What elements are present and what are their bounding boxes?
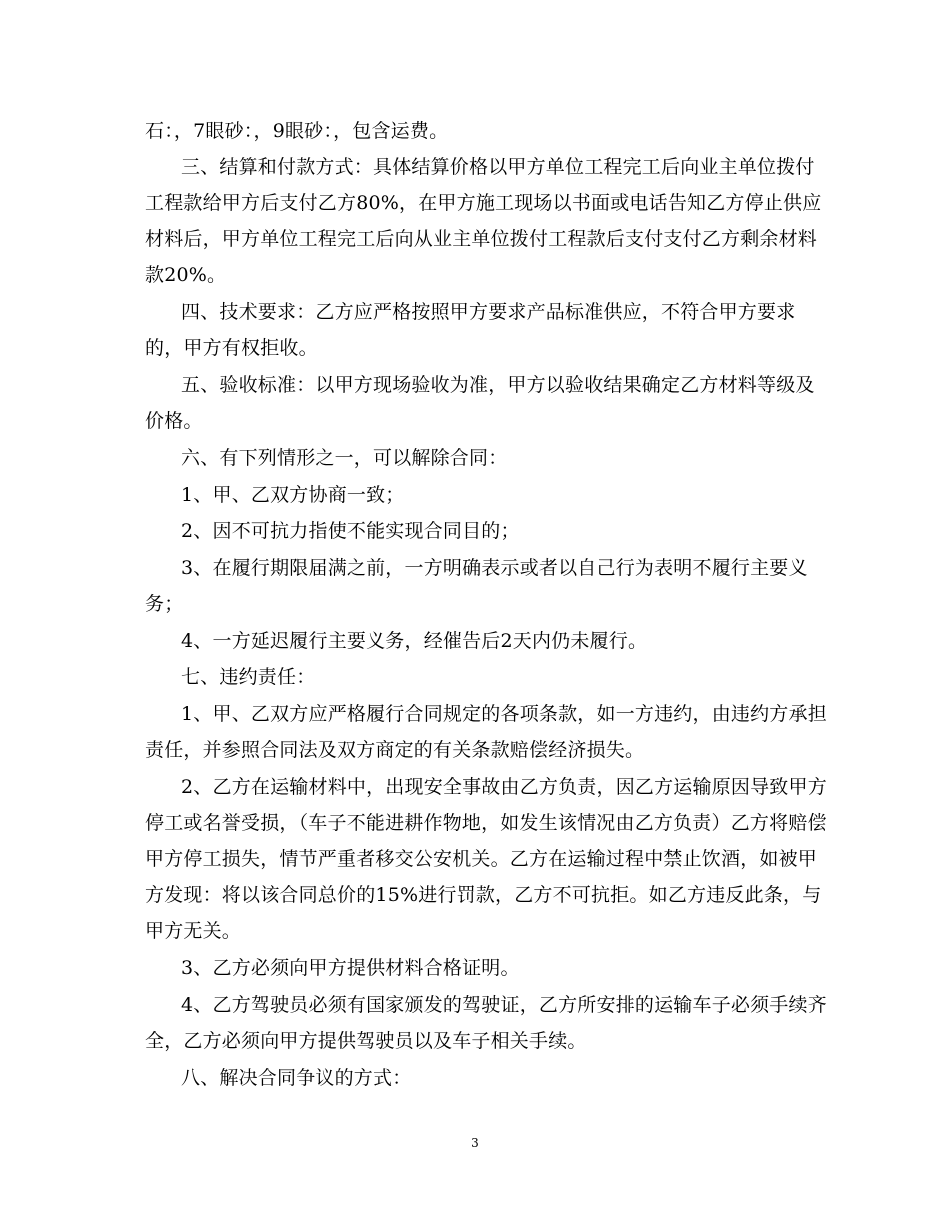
text-line: 务； <box>145 593 184 615</box>
section-4-heading-line: 四、技术要求：乙方应严格按照甲方要求产品标准供应，不符合甲方要求 <box>181 301 796 323</box>
text-line: 全，乙方必须向甲方提供驾驶员以及车子相关手续。 <box>145 1030 587 1052</box>
section-7-heading-line: 七、违约责任： <box>181 666 316 688</box>
text-line: 款20%。 <box>145 264 227 286</box>
text-line: 方发现：将以该合同总价的15%进行罚款，乙方不可抗拒。如乙方违反此条，与 <box>145 884 822 906</box>
section-8-heading-line: 八、解决合同争议的方式： <box>181 1067 412 1089</box>
list-item-line: 3、在履行期限届满之前，一方明确表示或者以自己行为表明不履行主要义 <box>181 557 808 579</box>
list-item-line: 4、一方延迟履行主要义务，经催告后2天内仍未履行。 <box>181 630 648 652</box>
text-line: 石：，7眼砂：，9眼砂：，包含运费。 <box>145 120 449 142</box>
text-line: 材料后，甲方单位工程完工后向从业主单位拨付工程款后支付支付乙方剩余材料 <box>145 228 818 250</box>
section-3-heading-line: 三、结算和付款方式：具体结算价格以甲方单位工程完工后向业主单位拨付 <box>181 156 815 178</box>
list-item-line: 1、甲、乙双方协商一致； <box>181 484 405 506</box>
list-item-line: 1、甲、乙双方应严格履行合同规定的各项条款，如一方违约，由违约方承担 <box>181 703 827 725</box>
section-6-heading-line: 六、有下列情形之一，可以解除合同： <box>181 447 508 469</box>
text-line: 甲方停工损失，情节严重者移交公安机关。乙方在运输过程中禁止饮酒，如被甲 <box>145 848 818 870</box>
page-number: 3 <box>471 1136 479 1150</box>
list-item-line: 4、乙方驾驶员必须有国家颁发的驾驶证，乙方所安排的运输车子必须手续齐 <box>181 994 827 1016</box>
text-line: 甲方无关。 <box>145 920 242 942</box>
text-line: 责任，并参照合同法及双方商定的有关条款赔偿经济损失。 <box>145 739 645 761</box>
text-line: 停工或名誉受损，（车子不能进耕作物地，如发生该情况由乙方负责）乙方将赔偿 <box>145 812 827 834</box>
list-item-line: 2、因不可抗力指使不能实现合同目的； <box>181 520 520 542</box>
list-item-line: 3、乙方必须向甲方提供材料合格证明。 <box>181 957 520 979</box>
text-line: 的，甲方有权拒收。 <box>145 337 318 359</box>
list-item-line: 2、乙方在运输材料中，出现安全事故由乙方负责，因乙方运输原因导致甲方 <box>181 776 827 798</box>
section-5-heading-line: 五、验收标准：以甲方现场验收为准，甲方以验收结果确定乙方材料等级及 <box>181 374 815 396</box>
text-line: 价格。 <box>145 410 203 432</box>
text-line: 工程款给甲方后支付乙方80%，在甲方施工现场以书面或电话告知乙方停止供应 <box>145 192 822 214</box>
